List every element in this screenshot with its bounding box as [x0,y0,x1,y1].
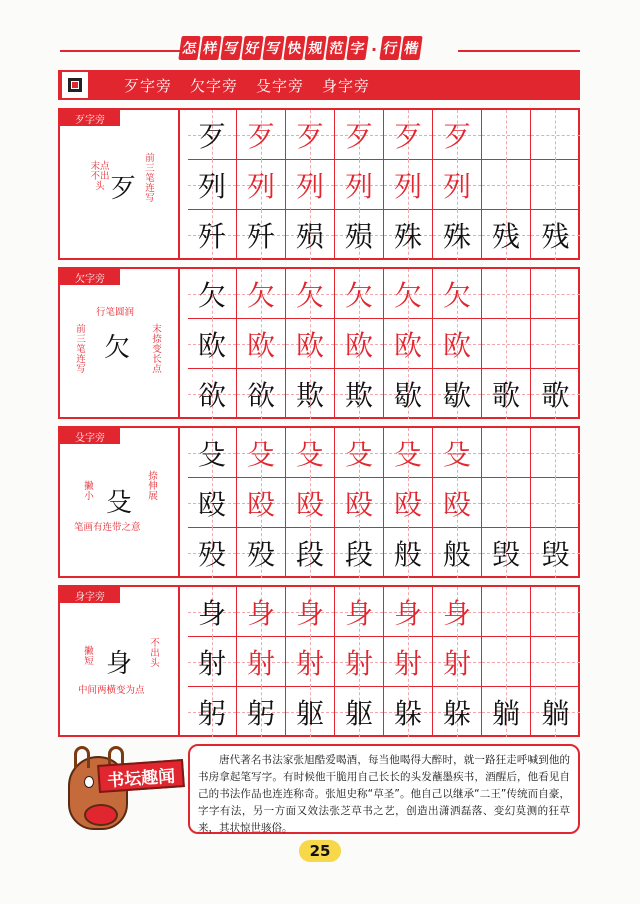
practice-character: 躬 [246,697,275,730]
section-tab: 殳字旁 [60,428,120,444]
grid-cell [188,160,237,210]
practice-grid [188,110,580,258]
practice-character: 歹 [295,120,324,153]
section-qian [58,267,580,419]
practice-character: 歼 [197,220,226,253]
grid-cell [531,319,580,369]
grid-cell [237,319,286,369]
practice-character: 躺 [491,697,520,730]
practice-character: 欧 [442,329,471,362]
practice-character: 段 [344,538,373,571]
lesson-title-4: 身字旁 [322,76,371,95]
section-tab: 歹字旁 [60,110,120,126]
note-right: 不出头 [150,638,160,669]
grid-cell [531,160,580,210]
practice-character: 欠 [197,279,226,312]
grid-cell [335,528,384,578]
practice-character: 躲 [393,697,422,730]
practice-character: 歼 [246,220,275,253]
banner-char: 写 [262,36,284,60]
practice-character: 殁 [197,538,226,571]
grid-cell [384,319,433,369]
practice-character: 歌 [491,379,520,412]
practice-character: 歇 [442,379,471,412]
story-mascot [62,748,177,838]
practice-character: 段 [295,538,324,571]
practice-character: 殳 [197,438,226,471]
series-banner [180,36,456,62]
grid-cell [531,428,580,478]
note-left: 末点不出头 [90,161,110,192]
grid-cell [286,160,335,210]
note-bottom: 中间两横变为点 [78,685,145,696]
grid-cell [531,528,580,578]
grid-cell [531,369,580,419]
practice-character: 殒 [344,220,373,253]
note-top: 行笔圆润 [96,307,135,318]
practice-character: 列 [344,170,373,203]
story-text: 唐代著名书法家张旭酷爱喝酒，每当他喝得大醉时，就一路狂走呼喊到他的书房拿起笔写字。有时候他干脆用自己长长的头发蘸墨疾书，酒醒后，他看见自己的书法作品也连连称奇。张旭史称“草圣”。他自己以继承“二王”传统而自豪，字字有法，另一方面又效法张芝草书之艺，创造出潇洒磊落、变幻莫测的狂草来，其状惊世骇俗。 [198,754,570,834]
grid-cell [286,428,335,478]
practice-character: 射 [344,647,373,680]
story-label: 书坛趣闻 [97,759,185,793]
practice-grid [188,269,580,417]
practice-character: 欧 [393,329,422,362]
practice-character: 毁 [491,538,520,571]
grid-cell [384,637,433,687]
section-shen [58,585,580,737]
grid-cell [433,110,482,160]
grid-cell [384,528,433,578]
note-right: 末捺变长点 [152,324,162,375]
banner-char: 快 [283,36,305,60]
grid-cell [433,528,482,578]
section-side-panel [60,587,180,735]
grid-cell [482,369,531,419]
grid-cell [237,687,286,737]
grid-cell [433,587,482,637]
story-box [188,744,580,834]
practice-character: 歌 [541,379,570,412]
grid-cell [433,269,482,319]
practice-character: 殴 [197,488,226,521]
grid-cell [384,687,433,737]
banner-char: 好 [241,36,263,60]
practice-character: 欠 [442,279,471,312]
practice-character: 欲 [197,379,226,412]
section-shu [58,426,580,578]
grid-cell [531,269,580,319]
grid-row [188,269,580,319]
practice-character: 殳 [295,438,324,471]
banner-char: 范 [325,36,347,60]
grid-row [188,687,580,737]
grid-cell [433,478,482,528]
grid-row [188,160,580,210]
practice-character: 殳 [246,438,275,471]
banner-char: 样 [199,36,221,60]
practice-character: 殊 [393,220,422,253]
lesson-title-3: 殳字旁 [256,76,305,95]
practice-character: 般 [393,538,422,571]
practice-character: 躺 [541,697,570,730]
example-character: 殳 [106,488,133,518]
grid-cell [188,269,237,319]
top-rule-right [458,50,580,52]
section-side-panel [60,269,180,417]
practice-character: 般 [442,538,471,571]
grid-cell [188,528,237,578]
grid-cell [433,687,482,737]
grid-cell [286,369,335,419]
practice-character: 殳 [442,438,471,471]
grid-row [188,319,580,369]
grid-cell [335,687,384,737]
grid-row [188,528,580,578]
practice-character: 躬 [197,697,226,730]
grid-cell [433,637,482,687]
grid-cell [433,319,482,369]
practice-character: 殳 [393,438,422,471]
practice-grid [188,587,580,735]
grid-cell [531,110,580,160]
grid-cell [482,687,531,737]
grid-cell [531,478,580,528]
practice-character: 欺 [295,379,324,412]
grid-row [188,478,580,528]
grid-cell [335,110,384,160]
lesson-title-1: 歹字旁 [124,76,173,95]
practice-character: 身 [246,597,275,630]
practice-character: 列 [295,170,324,203]
practice-character: 歹 [344,120,373,153]
grid-cell [433,369,482,419]
grid-cell [335,319,384,369]
practice-character: 殴 [246,488,275,521]
grid-cell [482,319,531,369]
grid-cell [384,210,433,260]
practice-character: 身 [442,597,471,630]
practice-character: 欠 [246,279,275,312]
grid-cell [237,428,286,478]
section-side-panel [60,428,180,576]
grid-cell [286,528,335,578]
practice-character: 射 [442,647,471,680]
grid-cell [237,210,286,260]
practice-character: 欧 [197,329,226,362]
practice-character: 射 [393,647,422,680]
practice-character: 欺 [344,379,373,412]
note-bottom: 笔画有连带之意 [74,522,141,533]
section-side-panel [60,110,180,258]
grid-cell [237,110,286,160]
practice-character: 殴 [344,488,373,521]
practice-character: 躯 [344,697,373,730]
grid-cell [188,637,237,687]
banner-char: 行 [379,36,401,60]
practice-character: 射 [197,647,226,680]
practice-character: 躲 [442,697,471,730]
grid-cell [237,160,286,210]
grid-cell [335,478,384,528]
practice-character: 欠 [344,279,373,312]
practice-character: 毁 [541,538,570,571]
practice-character: 殴 [442,488,471,521]
grid-cell [384,478,433,528]
lesson-header [58,70,580,100]
grid-cell [482,110,531,160]
note-left: 撇小 [84,481,94,502]
banner-char: 规 [304,36,326,60]
grid-cell [188,478,237,528]
grid-cell [188,587,237,637]
grid-cell [384,428,433,478]
grid-cell [188,687,237,737]
grid-cell [188,110,237,160]
grid-cell [286,110,335,160]
section-tab: 身字旁 [60,587,120,603]
practice-character: 歇 [393,379,422,412]
example-character: 歹 [110,174,137,204]
grid-cell [384,160,433,210]
section-tab: 欠字旁 [60,269,120,285]
banner-char: · [370,39,378,59]
grid-row [188,110,580,160]
practice-character: 殴 [295,488,324,521]
grid-cell [335,428,384,478]
banner-char: 怎 [178,36,200,60]
practice-character: 欠 [393,279,422,312]
grid-cell [335,369,384,419]
practice-character: 身 [344,597,373,630]
practice-character: 殊 [442,220,471,253]
banner-char: 写 [220,36,242,60]
practice-character: 殁 [246,538,275,571]
grid-cell [237,478,286,528]
grid-cell [482,428,531,478]
practice-character: 欧 [344,329,373,362]
note-left: 前三笔连写 [76,324,86,375]
grid-cell [286,587,335,637]
practice-character: 歹 [393,120,422,153]
grid-cell [482,210,531,260]
grid-cell [531,210,580,260]
grid-cell [384,110,433,160]
grid-cell [531,587,580,637]
practice-character: 殒 [295,220,324,253]
practice-character: 欲 [246,379,275,412]
practice-character: 列 [246,170,275,203]
top-rule-left [60,50,180,52]
grid-cell [286,319,335,369]
grid-cell [482,478,531,528]
grid-row [188,428,580,478]
grid-cell [335,160,384,210]
section-dai [58,108,580,260]
grid-cell [188,369,237,419]
banner-char: 楷 [400,36,422,60]
grid-cell [531,687,580,737]
grid-cell [237,528,286,578]
note-right: 前三笔连写 [145,153,155,204]
practice-character: 身 [295,597,324,630]
banner-char: 字 [346,36,368,60]
grid-cell [433,160,482,210]
grid-cell [335,637,384,687]
grid-cell [286,478,335,528]
grid-cell [384,269,433,319]
lesson-title-2: 欠字旁 [190,76,239,95]
practice-character: 歹 [246,120,275,153]
grid-cell [531,637,580,687]
note-left: 撇短 [84,646,94,667]
grid-row [188,587,580,637]
grid-cell [286,210,335,260]
practice-character: 欠 [295,279,324,312]
grid-cell [286,269,335,319]
grid-cell [482,269,531,319]
grid-cell [286,687,335,737]
grid-cell [482,637,531,687]
grid-cell [188,319,237,369]
grid-row [188,637,580,687]
note-right: 捺伸展 [148,471,158,502]
example-character: 身 [106,649,133,679]
grid-cell [237,637,286,687]
grid-cell [237,269,286,319]
practice-character: 殳 [344,438,373,471]
grid-cell [237,369,286,419]
grid-cell [482,160,531,210]
grid-row [188,369,580,419]
practice-character: 列 [197,170,226,203]
grid-cell [335,269,384,319]
practice-character: 欧 [246,329,275,362]
grid-cell [335,210,384,260]
practice-character: 殴 [393,488,422,521]
example-character: 欠 [104,333,131,363]
practice-character: 身 [197,597,226,630]
grid-cell [482,528,531,578]
grid-cell [188,428,237,478]
grid-cell [433,428,482,478]
practice-character: 躯 [295,697,324,730]
grid-cell [384,587,433,637]
grid-cell [482,587,531,637]
practice-character: 残 [491,220,520,253]
grid-cell [286,637,335,687]
lesson-titles [124,75,370,96]
grid-cell [433,210,482,260]
practice-character: 歹 [442,120,471,153]
grid-row [188,210,580,260]
practice-character: 列 [442,170,471,203]
practice-character: 射 [246,647,275,680]
practice-character: 射 [295,647,324,680]
practice-character: 身 [393,597,422,630]
grid-cell [237,587,286,637]
lesson-icon [60,70,90,100]
practice-character: 残 [541,220,570,253]
practice-character: 列 [393,170,422,203]
practice-grid [188,428,580,576]
grid-cell [335,587,384,637]
practice-character: 歹 [197,120,226,153]
practice-character: 欧 [295,329,324,362]
grid-cell [188,210,237,260]
grid-cell [384,369,433,419]
page-number: 25 [299,840,341,862]
